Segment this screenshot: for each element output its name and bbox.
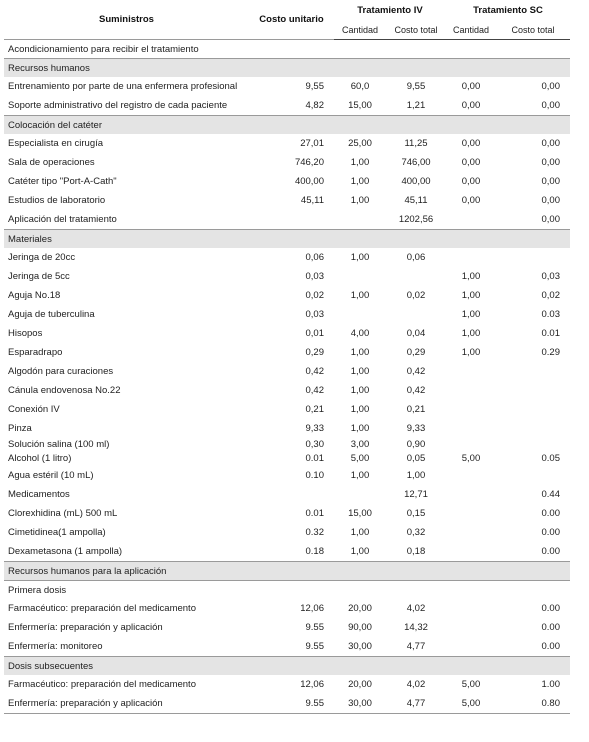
sc-quantity: 0,00 <box>461 195 481 206</box>
unit-cost: 0,42 <box>305 385 324 396</box>
iv-total-cost: 9,33 <box>406 423 426 434</box>
unit-cost: 0,42 <box>305 366 324 377</box>
sc-total-cost: 0.44 <box>541 489 560 500</box>
table-row <box>4 381 570 400</box>
sc-quantity: 1,00 <box>461 309 481 320</box>
item-description: Enfermería: preparación y aplicación <box>4 694 249 714</box>
sc-quantity: 5,00 <box>446 694 496 714</box>
section-label: Dosis subsecuentes <box>4 657 570 676</box>
sc-quantity: 5,00 <box>461 453 481 464</box>
item-description: Pinza <box>8 423 32 434</box>
sc-total-cost <box>496 466 570 485</box>
item-description: Estudios de laboratorio <box>8 195 106 206</box>
unit-cost: 4,82 <box>305 100 324 111</box>
sc-total-cost: 0,00 <box>541 157 560 168</box>
table-row <box>4 172 570 191</box>
table-row <box>4 599 570 618</box>
sc-total-cost: 0.29 <box>541 347 560 358</box>
iv-total-cost: 0,42 <box>406 385 426 396</box>
unit-cost: 9.55 <box>249 694 334 714</box>
iv-quantity: 30,00 <box>348 641 372 652</box>
sc-total-cost: 0,02 <box>541 290 560 301</box>
iv-quantity <box>334 267 386 286</box>
item-description: Entrenamiento por parte de una enfermera profesional <box>8 81 238 92</box>
iv-quantity <box>334 210 386 230</box>
unit-cost: 12,06 <box>300 679 324 690</box>
iv-total-cost: 0,42 <box>406 366 426 377</box>
table-header <box>4 0 570 40</box>
table-row <box>4 248 570 267</box>
iv-total-cost: 0,06 <box>406 252 426 263</box>
unit-cost <box>249 485 334 504</box>
item-description: Especialista en cirugía <box>8 138 104 149</box>
header-iv-costo-total: Costo total <box>386 21 446 40</box>
unit-cost: 0.01 <box>305 508 324 519</box>
table-row <box>4 637 570 657</box>
section-row <box>4 581 570 600</box>
unit-cost: 0.32 <box>305 527 324 538</box>
item-description: Sala de operaciones <box>8 157 95 168</box>
table-row <box>4 542 570 562</box>
sc-quantity: 0,00 <box>461 100 481 111</box>
table-row <box>4 267 570 286</box>
sc-total-cost <box>496 400 570 419</box>
sc-quantity <box>446 381 496 400</box>
iv-quantity: 20,00 <box>348 679 372 690</box>
table-row <box>4 618 570 637</box>
iv-quantity: 15,00 <box>348 508 372 519</box>
sc-total-cost <box>496 419 570 438</box>
iv-total-cost: 4,02 <box>406 603 426 614</box>
section-row <box>4 562 570 581</box>
sc-quantity <box>446 523 496 542</box>
sc-total-cost: 0,03 <box>541 271 560 282</box>
iv-quantity: 30,00 <box>334 694 386 714</box>
sc-total-cost <box>496 248 570 267</box>
section-label: Recursos humanos <box>4 59 570 78</box>
unit-cost: 12,06 <box>300 603 324 614</box>
section-row <box>4 40 570 59</box>
sc-quantity <box>446 210 496 230</box>
section-label: Materiales <box>4 230 570 249</box>
unit-cost: 0,02 <box>305 290 324 301</box>
sc-total-cost: 0,00 <box>541 100 560 111</box>
sc-quantity: 1,00 <box>461 347 481 358</box>
table-body <box>4 40 570 714</box>
iv-total-cost: 0,04 <box>406 328 426 339</box>
unit-cost: 0,03 <box>305 309 324 320</box>
table-row <box>4 504 570 523</box>
unit-cost: 27,01 <box>300 138 324 149</box>
sc-total-cost: 0.00 <box>541 622 560 633</box>
iv-quantity: 1,00 <box>350 470 370 481</box>
unit-cost: 0,30 <box>305 439 324 450</box>
item-description: Farmacéutico: preparación del medicamento <box>8 679 196 690</box>
iv-quantity: 1,00 <box>350 366 370 377</box>
header-sc-cantidad: Cantidad <box>446 21 496 40</box>
iv-quantity: 25,00 <box>348 138 372 149</box>
item-description: Cimetidinea(1 ampolla) <box>8 527 106 538</box>
sc-quantity <box>446 485 496 504</box>
item-description: Medicamentos <box>8 489 70 500</box>
sc-quantity <box>446 362 496 381</box>
header-tratamiento-sc: Tratamiento SC <box>473 5 543 16</box>
iv-quantity: 1,00 <box>350 157 370 168</box>
table-row <box>4 400 570 419</box>
sc-quantity <box>446 504 496 523</box>
iv-quantity <box>334 485 386 504</box>
table-row <box>4 523 570 542</box>
iv-quantity: 1,00 <box>350 385 370 396</box>
item-description: Esparadrapo <box>8 347 63 358</box>
unit-cost: 0,21 <box>305 404 324 415</box>
unit-cost: 0,06 <box>305 252 324 263</box>
iv-quantity: 1,00 <box>350 404 370 415</box>
section-row <box>4 657 570 676</box>
table-row <box>4 343 570 362</box>
sc-total-cost <box>496 438 570 451</box>
section-label: Primera dosis <box>4 581 570 600</box>
sc-quantity <box>446 542 496 562</box>
item-description: Aplicación del tratamiento <box>8 214 117 225</box>
table-row <box>4 324 570 343</box>
section-label: Acondicionamiento para recibir el tratamiento <box>4 40 570 59</box>
unit-cost: 746,20 <box>294 157 324 168</box>
table-row <box>4 438 570 451</box>
table-row <box>4 694 570 714</box>
section-row <box>4 230 570 249</box>
item-description: Enfermería: preparación y aplicación <box>8 622 163 633</box>
sc-total-cost: 0,00 <box>541 214 560 225</box>
iv-quantity: 90,00 <box>348 622 372 633</box>
sc-total-cost: 0.00 <box>541 603 560 614</box>
sc-total-cost: 0.00 <box>541 527 560 538</box>
iv-total-cost: 0,90 <box>406 439 426 450</box>
sc-quantity: 0,00 <box>461 138 481 149</box>
item-description: Soporte administrativo del registro de cada paciente <box>8 100 228 111</box>
item-description: Dexametasona (1 ampolla) <box>8 546 123 557</box>
table-row <box>4 286 570 305</box>
iv-quantity: 1,00 <box>350 195 370 206</box>
cost-table <box>4 0 570 714</box>
iv-total-cost: 14,32 <box>404 622 428 633</box>
unit-cost: 9,33 <box>305 423 324 434</box>
table-row <box>4 419 570 438</box>
sc-quantity: 0,00 <box>461 176 481 187</box>
iv-total-cost: 0,02 <box>406 290 426 301</box>
iv-quantity: 1,00 <box>350 252 370 263</box>
iv-quantity: 1,00 <box>350 176 370 187</box>
iv-quantity: 1,00 <box>350 546 370 557</box>
iv-total-cost: 1202,56 <box>398 214 434 225</box>
iv-total-cost <box>386 305 446 324</box>
item-description: Enfermería: monitoreo <box>8 641 103 652</box>
section-row <box>4 59 570 78</box>
item-description: Aguja No.18 <box>8 290 61 301</box>
sc-quantity: 1,00 <box>461 328 481 339</box>
item-description: Aguja de tuberculina <box>8 309 95 320</box>
iv-quantity: 3,00 <box>350 439 370 450</box>
unit-cost: 45,11 <box>300 195 324 206</box>
sc-quantity <box>446 438 496 451</box>
header-costo-unitario: Costo unitario <box>259 14 324 25</box>
sc-total-cost: 1.00 <box>541 679 560 690</box>
table-row <box>4 485 570 504</box>
iv-quantity: 15,00 <box>348 100 372 111</box>
table-row <box>4 466 570 485</box>
unit-cost: 0.10 <box>305 470 324 481</box>
item-description: Clorexhidina (mL) 500 mL <box>8 508 118 519</box>
unit-cost: 9,55 <box>305 81 324 92</box>
item-description: Agua estéril (10 mL) <box>8 470 94 481</box>
sc-quantity <box>446 419 496 438</box>
iv-total-cost: 11,25 <box>404 138 428 149</box>
iv-total-cost <box>386 267 446 286</box>
sc-total-cost: 0.05 <box>541 453 560 464</box>
iv-quantity: 4,00 <box>350 328 370 339</box>
item-description: Alcohol (1 litro) <box>8 453 72 464</box>
header-tratamiento-iv: Tratamiento IV <box>357 5 423 16</box>
item-description: Cánula endovenosa No.22 <box>8 385 121 396</box>
iv-total-cost: 400,00 <box>401 176 431 187</box>
item-description: Conexión IV <box>8 404 60 415</box>
sc-total-cost: 0.80 <box>496 694 570 714</box>
item-description: Farmacéutico: preparación del medicamento <box>8 603 196 614</box>
iv-total-cost: 1,21 <box>406 100 426 111</box>
item-description: Hisopos <box>8 328 43 339</box>
unit-cost: 0.18 <box>305 546 324 557</box>
table-row <box>4 305 570 324</box>
sc-quantity: 5,00 <box>461 679 481 690</box>
sc-total-cost: 0.01 <box>541 328 560 339</box>
sc-quantity <box>446 599 496 618</box>
unit-cost: 400,00 <box>294 176 324 187</box>
item-description: Catéter tipo "Port-A-Cath" <box>8 176 117 187</box>
header-iv-cantidad: Cantidad <box>334 21 386 40</box>
sc-quantity: 1,00 <box>461 290 481 301</box>
iv-total-cost: 0,21 <box>406 404 426 415</box>
iv-quantity <box>334 305 386 324</box>
sc-quantity: 0,00 <box>461 81 481 92</box>
sc-total-cost: 0,00 <box>541 195 560 206</box>
sc-total-cost: 0.00 <box>541 508 560 519</box>
section-label: Colocación del catéter <box>4 116 570 135</box>
iv-total-cost: 0,29 <box>406 347 426 358</box>
item-description: Jeringa de 20cc <box>8 252 76 263</box>
iv-total-cost: 0,18 <box>406 546 426 557</box>
section-row <box>4 116 570 135</box>
table-row <box>4 191 570 210</box>
iv-total-cost: 1,00 <box>406 470 426 481</box>
header-sc-costo-total: Costo total <box>496 21 570 40</box>
iv-quantity: 1,00 <box>350 290 370 301</box>
sc-quantity: 1,00 <box>461 271 481 282</box>
iv-total-cost: 4,02 <box>406 679 426 690</box>
item-description: Solución salina (100 ml) <box>8 439 110 450</box>
table-row <box>4 675 570 694</box>
unit-cost <box>249 210 334 230</box>
unit-cost: 0.01 <box>305 453 324 464</box>
iv-quantity: 1,00 <box>350 527 370 538</box>
unit-cost: 9.55 <box>305 641 324 652</box>
item-description: Algodón para curaciones <box>8 366 114 377</box>
iv-quantity: 1,00 <box>350 347 370 358</box>
sc-total-cost <box>496 362 570 381</box>
section-label: Recursos humanos para la aplicación <box>4 562 570 581</box>
sc-total-cost <box>496 381 570 400</box>
unit-cost: 0,03 <box>305 271 324 282</box>
table-row <box>4 210 570 230</box>
unit-cost: 9.55 <box>305 622 324 633</box>
table-row <box>4 362 570 381</box>
unit-cost: 0,01 <box>305 328 324 339</box>
iv-total-cost: 0,15 <box>406 508 426 519</box>
unit-cost: 0,29 <box>305 347 324 358</box>
sc-total-cost: 0,00 <box>541 81 560 92</box>
table-row <box>4 77 570 96</box>
iv-quantity: 60,0 <box>350 81 370 92</box>
iv-total-cost: 9,55 <box>406 81 426 92</box>
sc-total-cost: 0,00 <box>541 176 560 187</box>
iv-quantity: 5,00 <box>350 453 370 464</box>
table-row <box>4 153 570 172</box>
iv-total-cost: 746,00 <box>401 157 431 168</box>
iv-total-cost: 0,32 <box>406 527 426 538</box>
iv-total-cost: 0,05 <box>406 453 426 464</box>
iv-total-cost: 4,77 <box>406 641 426 652</box>
sc-quantity <box>446 618 496 637</box>
sc-quantity: 0,00 <box>461 157 481 168</box>
table-row <box>4 96 570 116</box>
table-row <box>4 134 570 153</box>
iv-quantity: 1,00 <box>350 423 370 434</box>
table-row <box>4 451 570 466</box>
iv-total-cost: 45,11 <box>404 195 428 206</box>
iv-total-cost: 12,71 <box>404 489 428 500</box>
sc-quantity <box>446 466 496 485</box>
sc-total-cost: 0.00 <box>541 546 560 557</box>
header-suministros: Suministros <box>99 14 154 25</box>
item-description: Jeringa de 5cc <box>8 271 70 282</box>
sc-total-cost: 0.00 <box>541 641 560 652</box>
iv-total-cost: 4,77 <box>386 694 446 714</box>
sc-quantity <box>446 400 496 419</box>
sc-quantity <box>446 637 496 657</box>
iv-quantity: 20,00 <box>348 603 372 614</box>
sc-total-cost: 0.03 <box>541 309 560 320</box>
sc-total-cost: 0,00 <box>541 138 560 149</box>
sc-quantity <box>446 248 496 267</box>
